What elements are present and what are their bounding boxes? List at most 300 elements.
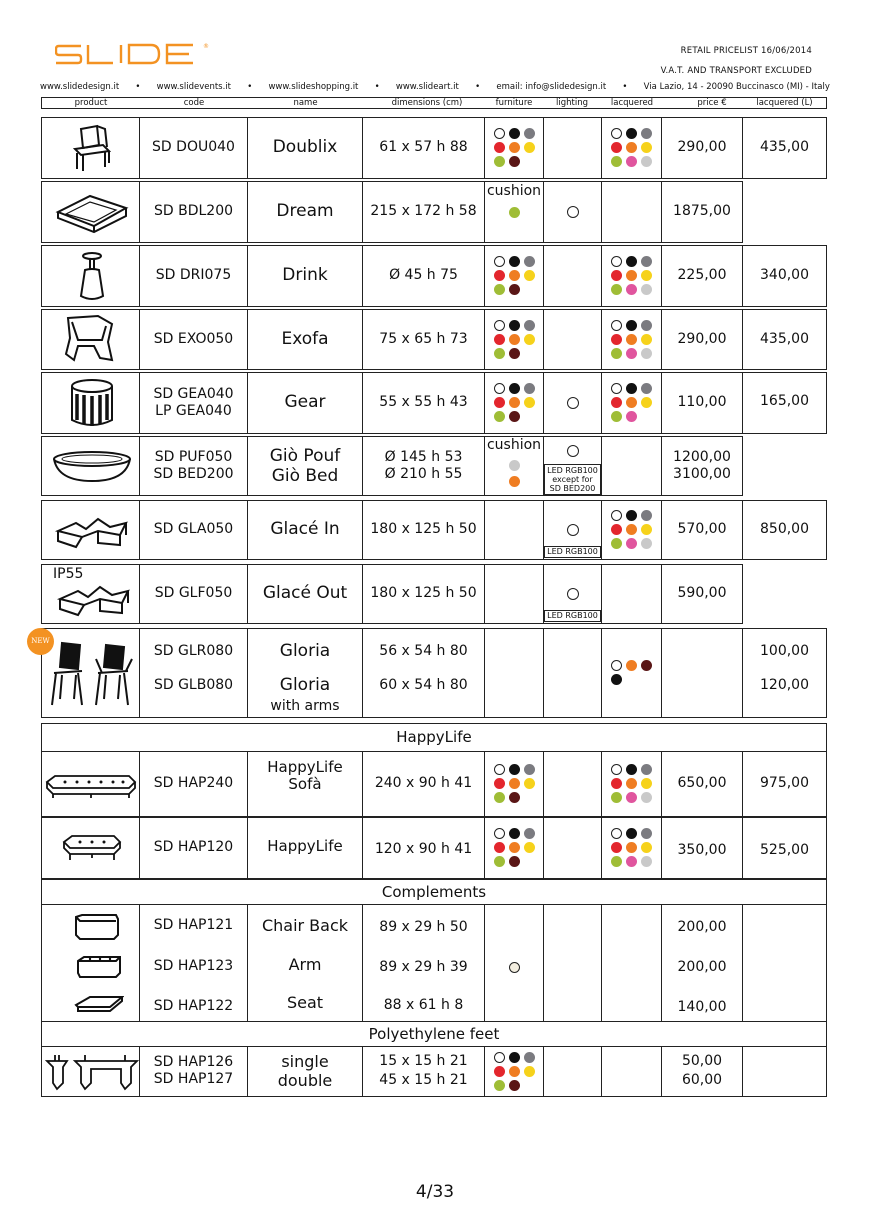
pink-swatch <box>626 156 637 167</box>
column-header <box>41 97 827 109</box>
product-code-line: SD GEA040 <box>153 385 234 402</box>
light-icon <box>509 962 520 973</box>
led-note-line: LED RGB100 <box>547 466 598 475</box>
glace-out-icon <box>56 583 132 617</box>
price-lacquered: 165,00 <box>760 393 809 409</box>
brown-swatch <box>509 348 520 359</box>
dimension-line: Ø 210 h 55 <box>384 465 463 482</box>
white-swatch <box>494 128 505 139</box>
price: 570,00 <box>677 521 727 537</box>
product-code-line: LP GEA040 <box>155 402 232 419</box>
orange-swatch <box>509 270 520 281</box>
product-dimensions <box>363 437 484 494</box>
white-swatch <box>611 256 622 267</box>
orange-swatch <box>509 1066 520 1077</box>
table-row <box>41 372 827 434</box>
brown-swatch <box>509 156 520 167</box>
product-name <box>248 752 362 800</box>
table-row <box>41 309 827 370</box>
furniture-colors <box>485 373 543 432</box>
price-line: 3100,00 <box>673 465 731 482</box>
black-swatch <box>626 510 637 521</box>
yellow-swatch <box>641 842 652 853</box>
black-swatch <box>509 383 520 394</box>
red-swatch <box>611 524 622 535</box>
separator: • <box>622 82 628 92</box>
grey-swatch <box>641 828 652 839</box>
lacquered-colors <box>602 118 661 177</box>
col-lacquered-l: lacquered (L) <box>756 98 813 108</box>
orange-swatch <box>626 142 637 153</box>
orange-swatch <box>509 142 520 153</box>
price-line: 60,00 <box>681 1072 723 1088</box>
pink-swatch <box>626 792 637 803</box>
price-lacquered: 120,00 <box>760 676 809 693</box>
pink-swatch <box>626 284 637 295</box>
yellow-swatch <box>524 334 535 345</box>
orange-swatch <box>509 334 520 345</box>
white-swatch <box>611 828 622 839</box>
product-name <box>248 437 362 494</box>
furniture-colors <box>485 246 543 305</box>
website-link[interactable]: www.slideart.it <box>395 82 459 92</box>
orange-swatch <box>509 842 520 853</box>
product-dimensions: 215 x 172 h 58 <box>370 203 477 219</box>
yellow-swatch <box>524 842 535 853</box>
lacquered-colors <box>602 373 661 432</box>
table-row <box>41 1046 827 1097</box>
yellow-swatch <box>641 142 652 153</box>
slide-logo <box>55 42 210 66</box>
gloria-chairs-icon <box>48 639 136 709</box>
new-badge: NEW <box>27 628 54 655</box>
seat-icon <box>74 995 124 1013</box>
price <box>662 437 742 494</box>
product-code: SD DRI075 <box>155 267 232 283</box>
product-code <box>140 1047 247 1095</box>
drink-stool-icon <box>75 250 109 304</box>
orange-swatch <box>626 660 637 671</box>
black-swatch <box>509 1052 520 1063</box>
lime-swatch <box>611 792 622 803</box>
lightgrey-swatch <box>641 856 652 867</box>
lacquered-colors <box>602 752 661 815</box>
product-name: Exofa <box>281 328 329 349</box>
product-name: Gloria <box>279 674 331 695</box>
product-code: SD HAP122 <box>153 997 234 1014</box>
white-swatch <box>611 510 622 521</box>
lime-swatch <box>494 284 505 295</box>
product-name: Seat <box>286 992 324 1012</box>
grey-swatch <box>524 764 535 775</box>
email-link[interactable]: email: info@slidedesign.it <box>496 82 607 92</box>
lime-swatch <box>611 538 622 549</box>
light-icon <box>567 206 579 218</box>
glace-in-icon <box>54 515 130 549</box>
table-row <box>41 500 827 560</box>
separator: • <box>374 82 380 92</box>
lime-swatch <box>509 207 520 218</box>
product-dimensions: 55 x 55 h 43 <box>379 394 468 410</box>
orange-swatch <box>509 397 520 408</box>
black-swatch <box>509 128 520 139</box>
price: 200,00 <box>677 958 727 975</box>
led-note-line: SD BED200 <box>549 484 596 493</box>
price: 225,00 <box>677 267 727 283</box>
product-dimensions: 61 x 57 h 88 <box>379 139 468 155</box>
white-swatch <box>611 320 622 331</box>
lime-swatch <box>611 411 622 422</box>
product-name-line: Giò Bed <box>271 465 339 486</box>
yellow-swatch <box>641 334 652 345</box>
white-swatch <box>494 320 505 331</box>
doublix-chair-icon <box>67 123 119 173</box>
white-swatch <box>494 764 505 775</box>
white-swatch <box>494 828 505 839</box>
pink-swatch <box>626 538 637 549</box>
product-code: SD BDL200 <box>153 203 234 219</box>
product-name-line: Giò Pouf <box>269 445 341 466</box>
grey-swatch <box>641 764 652 775</box>
led-note: LED RGB100 <box>544 546 601 558</box>
product-code: SD HAP121 <box>153 916 234 933</box>
orange-swatch <box>626 524 637 535</box>
black-swatch <box>509 256 520 267</box>
led-note: LED RGB100 <box>544 610 601 622</box>
lime-swatch <box>494 411 505 422</box>
dimension-line: Ø 145 h 53 <box>384 448 463 465</box>
product-name-line: HappyLife <box>267 758 343 776</box>
lighting-option <box>544 373 601 432</box>
orange-swatch <box>626 842 637 853</box>
product-code: SD HAP240 <box>153 775 234 791</box>
furniture-colors <box>485 752 543 815</box>
red-swatch <box>611 778 622 789</box>
product-code-line: SD PUF050 <box>154 448 233 465</box>
separator: • <box>247 82 253 92</box>
grey-swatch <box>641 383 652 394</box>
grey-swatch <box>641 128 652 139</box>
light-icon <box>567 397 579 409</box>
product-name-line: double <box>277 1071 333 1090</box>
price: 290,00 <box>677 330 727 347</box>
address: Via Lazio, 14 - 20090 Buccinasco (MI) - Italy <box>643 82 830 92</box>
lacquered-colors <box>602 655 661 689</box>
black-swatch <box>626 128 637 139</box>
furniture-colors <box>485 1047 543 1095</box>
product-dimensions: 240 x 90 h 41 <box>374 775 473 791</box>
product-dimensions: 180 x 125 h 50 <box>370 521 477 537</box>
grey-swatch <box>524 320 535 331</box>
white-swatch <box>611 128 622 139</box>
product-name: HappyLife <box>267 836 343 855</box>
orange-swatch <box>626 334 637 345</box>
col-price: price € <box>697 98 727 108</box>
brown-swatch <box>509 411 520 422</box>
lime-swatch <box>611 348 622 359</box>
price: 200,00 <box>677 918 727 935</box>
product-code: SD HAP123 <box>153 957 234 974</box>
website-link[interactable]: www.slidevents.it <box>156 82 231 92</box>
lime-swatch <box>494 792 505 803</box>
lime-swatch <box>494 856 505 867</box>
lightgrey-swatch <box>641 538 652 549</box>
price-lacquered: 850,00 <box>760 521 809 537</box>
red-swatch <box>611 142 622 153</box>
orange-swatch <box>626 397 637 408</box>
svg-text:®: ® <box>203 43 209 50</box>
product-dimensions: 75 x 65 h 73 <box>379 330 468 347</box>
led-note-line: except for <box>552 475 593 484</box>
website-link[interactable]: www.slideshopping.it <box>268 82 359 92</box>
table-row <box>41 751 827 817</box>
price-lacquered: 435,00 <box>760 139 809 155</box>
product-dimensions: 60 x 54 h 80 <box>379 676 468 693</box>
red-swatch <box>611 270 622 281</box>
brown-swatch <box>641 660 652 671</box>
lightgrey-swatch <box>641 348 652 359</box>
dimension-line: 15 x 15 h 21 <box>379 1053 468 1069</box>
product-dimensions: 89 x 29 h 50 <box>379 918 468 935</box>
section-happylife: HappyLife <box>41 723 827 752</box>
table-row <box>41 117 827 179</box>
price: 650,00 <box>677 775 727 791</box>
lightgrey-swatch <box>509 460 520 471</box>
red-swatch <box>494 842 505 853</box>
orange-swatch <box>626 778 637 789</box>
section-feet: Polyethylene feet <box>41 1021 827 1047</box>
col-name: name <box>293 98 318 108</box>
black-swatch <box>509 764 520 775</box>
light-icon <box>567 524 579 536</box>
black-swatch <box>509 828 520 839</box>
pink-swatch <box>626 348 637 359</box>
price-lacquered: 340,00 <box>760 267 809 283</box>
red-swatch <box>611 334 622 345</box>
yellow-swatch <box>524 270 535 281</box>
product-dimensions: 88 x 61 h 8 <box>383 996 464 1013</box>
product-code: SD EXO050 <box>153 330 234 347</box>
price: 350,00 <box>677 841 727 858</box>
red-swatch <box>494 334 505 345</box>
grey-swatch <box>524 1052 535 1063</box>
col-product: product <box>74 98 108 108</box>
ip55-tag: IP55 <box>53 566 84 582</box>
table-row <box>41 628 827 718</box>
lightgrey-swatch <box>641 156 652 167</box>
lime-swatch <box>494 156 505 167</box>
product-code: SD GLR080 <box>153 642 234 659</box>
furniture-colors <box>485 202 543 222</box>
black-swatch <box>626 256 637 267</box>
lacquered-colors <box>602 501 661 558</box>
led-note <box>544 464 601 495</box>
pink-swatch <box>626 411 637 422</box>
product-name-line: single <box>281 1052 329 1071</box>
white-swatch <box>494 1052 505 1063</box>
orange-swatch <box>509 778 520 789</box>
orange-swatch <box>626 270 637 281</box>
black-swatch <box>611 674 622 685</box>
happylife-sofa-icon <box>45 774 137 800</box>
yellow-swatch <box>641 524 652 535</box>
website-link[interactable]: www.slidedesign.it <box>40 82 120 92</box>
price <box>662 1047 742 1095</box>
product-code: SD GLF050 <box>154 585 233 601</box>
black-swatch <box>509 320 520 331</box>
product-name-line: Sofà <box>288 775 322 793</box>
furniture-colors <box>485 310 543 368</box>
grey-swatch <box>641 320 652 331</box>
yellow-swatch <box>524 778 535 789</box>
col-dimensions: dimensions (cm) <box>391 98 463 108</box>
price: 140,00 <box>677 998 727 1015</box>
product-code <box>140 437 247 494</box>
red-swatch <box>494 142 505 153</box>
price: 590,00 <box>677 585 727 601</box>
black-swatch <box>626 383 637 394</box>
gio-pouf-icon <box>50 449 134 485</box>
furniture-colors <box>485 453 543 493</box>
grey-swatch <box>524 383 535 394</box>
product-name: Glacé In <box>270 519 340 539</box>
product-name: Doublix <box>272 137 338 157</box>
table-row-group <box>41 904 827 1022</box>
yellow-swatch <box>641 778 652 789</box>
product-name: Gloria <box>279 640 331 661</box>
red-swatch <box>611 397 622 408</box>
price-lacquered: 435,00 <box>760 330 809 347</box>
product-code-line: SD BED200 <box>153 465 234 482</box>
pink-swatch <box>626 856 637 867</box>
lime-swatch <box>611 156 622 167</box>
price-line: 1200,00 <box>673 448 731 465</box>
product-name: Arm <box>288 954 322 974</box>
product-dimensions <box>363 1047 484 1095</box>
dimension-line: 45 x 15 h 21 <box>379 1072 468 1088</box>
pricelist-subtitle: V.A.T. AND TRANSPORT EXCLUDED <box>660 66 812 76</box>
separator: • <box>135 82 141 92</box>
yellow-swatch <box>641 270 652 281</box>
dream-bed-icon <box>54 190 130 234</box>
product-code: SD HAP120 <box>153 839 234 855</box>
section-complements: Complements <box>41 879 827 905</box>
black-swatch <box>626 320 637 331</box>
lighting-option <box>485 957 543 977</box>
white-swatch <box>494 256 505 267</box>
red-swatch <box>611 842 622 853</box>
lacquered-colors <box>602 818 661 877</box>
separator: • <box>475 82 481 92</box>
price-lacquered: 525,00 <box>760 841 809 858</box>
yellow-swatch <box>641 397 652 408</box>
price: 290,00 <box>677 139 727 155</box>
red-swatch <box>494 270 505 281</box>
product-name <box>248 1047 362 1095</box>
product-dimensions: 180 x 125 h 50 <box>370 585 477 601</box>
lacquered-colors <box>602 310 661 368</box>
brown-swatch <box>509 792 520 803</box>
yellow-swatch <box>524 1066 535 1077</box>
table-row <box>41 181 743 243</box>
col-lighting: lighting <box>556 98 588 108</box>
white-swatch <box>611 383 622 394</box>
black-swatch <box>626 828 637 839</box>
page-number: 4/33 <box>415 1182 455 1202</box>
exofa-armchair-icon <box>62 314 120 364</box>
red-swatch <box>494 397 505 408</box>
lime-swatch <box>611 856 622 867</box>
lime-swatch <box>611 284 622 295</box>
yellow-swatch <box>524 142 535 153</box>
price: 110,00 <box>677 394 727 410</box>
lightgrey-swatch <box>641 792 652 803</box>
price: 1875,00 <box>673 203 731 219</box>
furniture-colors <box>485 118 543 177</box>
product-name-note: with arms <box>270 697 340 714</box>
product-name: Drink <box>282 265 328 285</box>
light-icon <box>567 445 579 457</box>
grey-swatch <box>641 256 652 267</box>
product-code: SD DOU040 <box>152 139 235 155</box>
product-name: Glacé Out <box>262 583 348 603</box>
orange-swatch <box>509 476 520 487</box>
product-code-line: SD HAP126 <box>153 1054 234 1070</box>
product-name: Gear <box>284 392 326 412</box>
product-code: SD GLB080 <box>153 676 234 693</box>
furniture-colors <box>485 818 543 877</box>
brown-swatch <box>509 1080 520 1091</box>
product-code-line: SD HAP127 <box>153 1071 234 1087</box>
lacquered-colors <box>602 246 661 305</box>
red-swatch <box>494 1066 505 1077</box>
lightgrey-swatch <box>641 284 652 295</box>
arm-icon <box>76 955 122 979</box>
yellow-swatch <box>524 397 535 408</box>
grey-swatch <box>524 256 535 267</box>
price-lacquered: 975,00 <box>760 775 809 791</box>
grey-swatch <box>524 128 535 139</box>
col-furniture: furniture <box>495 98 533 108</box>
product-name: Chair Back <box>261 915 349 935</box>
gear-table-icon <box>70 378 114 428</box>
table-row <box>41 245 827 307</box>
white-swatch <box>494 383 505 394</box>
product-name: Dream <box>276 201 334 221</box>
product-dimensions: Ø 45 h 75 <box>389 267 458 283</box>
lime-swatch <box>494 1080 505 1091</box>
red-swatch <box>494 778 505 789</box>
price-lacquered: 100,00 <box>760 642 809 659</box>
product-dimensions: 120 x 90 h 41 <box>374 840 473 857</box>
product-dimensions: 56 x 54 h 80 <box>379 642 468 659</box>
white-swatch <box>611 660 622 671</box>
lime-swatch <box>494 348 505 359</box>
contacts-bar <box>40 82 830 92</box>
happylife-module-icon <box>62 832 122 862</box>
feet-icon <box>45 1053 139 1091</box>
grey-swatch <box>524 828 535 839</box>
cushion-label: cushion <box>486 182 542 199</box>
col-code: code <box>183 98 205 108</box>
lighting-option <box>544 202 601 222</box>
brown-swatch <box>509 284 520 295</box>
lighting-option <box>544 443 601 459</box>
brown-swatch <box>509 856 520 867</box>
chair-back-icon <box>74 913 120 941</box>
price-line: 50,00 <box>681 1053 723 1069</box>
white-swatch <box>611 764 622 775</box>
